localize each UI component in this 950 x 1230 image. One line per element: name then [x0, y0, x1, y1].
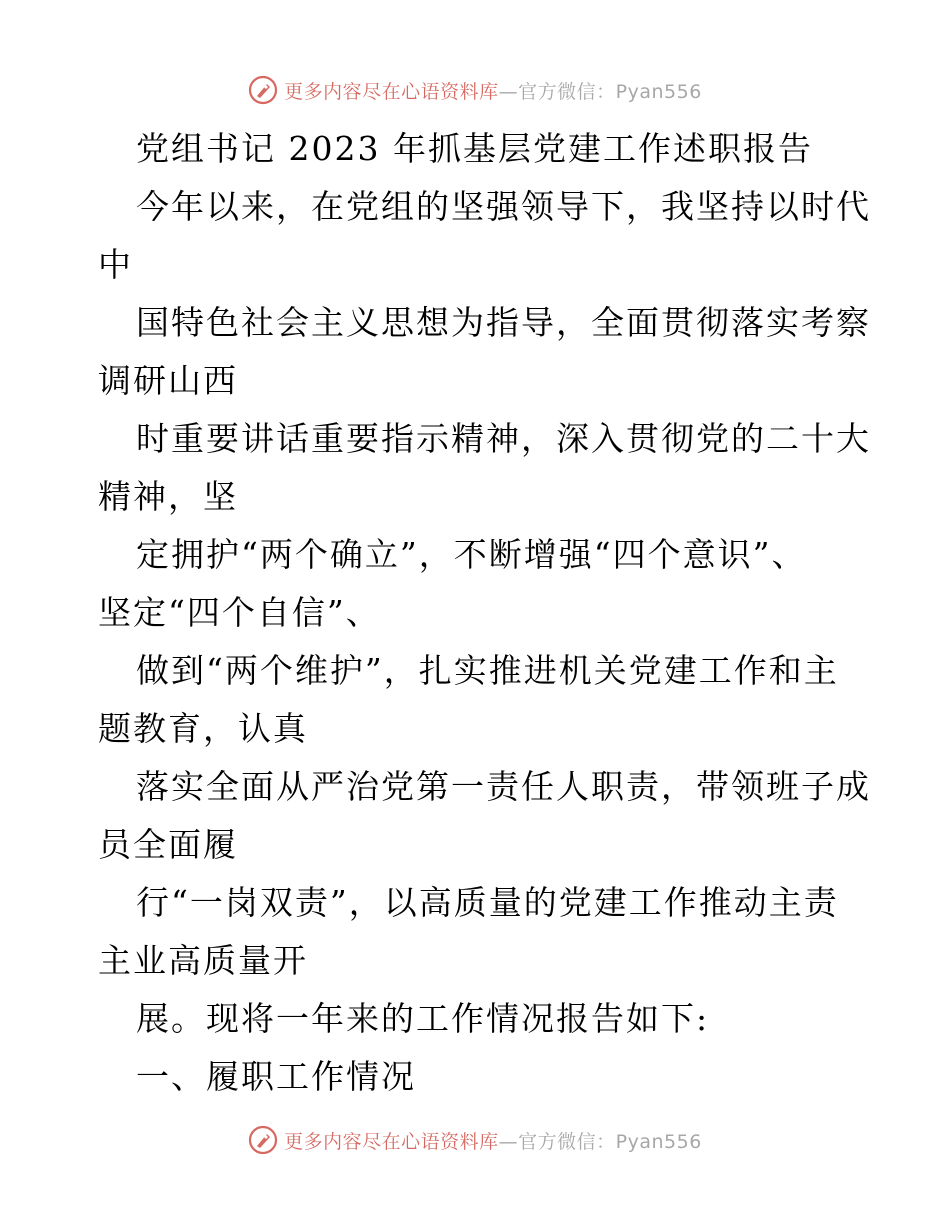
- watermark-contact: 官方微信：Pyan556: [518, 80, 702, 103]
- watermark-separator: —: [498, 80, 519, 103]
- document-title: 党组书记 2023 年抓基层党建工作述职报告: [136, 129, 813, 168]
- watermark-brand: 更多内容尽在心语资料库: [284, 80, 499, 103]
- paragraph-line: 国特色社会主义思想为指导，全面贯彻落实考察: [136, 303, 871, 342]
- paragraph-line: 坚定“四个自信”、: [98, 593, 381, 632]
- paragraph-line: 调研山西: [98, 361, 238, 400]
- paragraph-line: 定拥护“两个确立”，不断增强“四个意识”、: [136, 535, 807, 574]
- paragraph-line: 做到“两个维护”，扎实推进机关党建工作和主: [136, 651, 839, 690]
- pen-nib-logo-icon: [248, 75, 278, 105]
- document-body: [98, 120, 871, 1106]
- watermark-text: [284, 1127, 702, 1154]
- watermark-separator: —: [498, 1130, 519, 1153]
- paragraph-line: 主业高质量开: [98, 941, 308, 980]
- paragraph-line: 落实全面从严治党第一责任人职责，带领班子成: [136, 767, 871, 806]
- paragraph-line: 今年以来，在党组的坚强领导下，我坚持以时代: [136, 187, 871, 226]
- pen-nib-logo-icon: [248, 1125, 278, 1155]
- watermark-footer: [0, 1120, 950, 1160]
- paragraph-line: 题教育，认真: [98, 709, 308, 748]
- paragraph-line: 行“一岗双责”，以高质量的党建工作推动主责: [136, 883, 839, 922]
- paragraph-line: 精神，坚: [98, 477, 238, 516]
- section-heading: 一、履职工作情况: [136, 1057, 416, 1096]
- watermark-contact: 官方微信：Pyan556: [518, 1130, 702, 1153]
- paragraph-line: 展。现将一年来的工作情况报告如下:: [136, 999, 710, 1038]
- paragraph-line: 中: [98, 245, 133, 284]
- paragraph-line: 员全面履: [98, 825, 238, 864]
- watermark-text: [284, 77, 702, 104]
- watermark-brand: 更多内容尽在心语资料库: [284, 1130, 499, 1153]
- paragraph-line: 时重要讲话重要指示精神，深入贯彻党的二十大: [136, 419, 871, 458]
- watermark-header: [0, 70, 950, 110]
